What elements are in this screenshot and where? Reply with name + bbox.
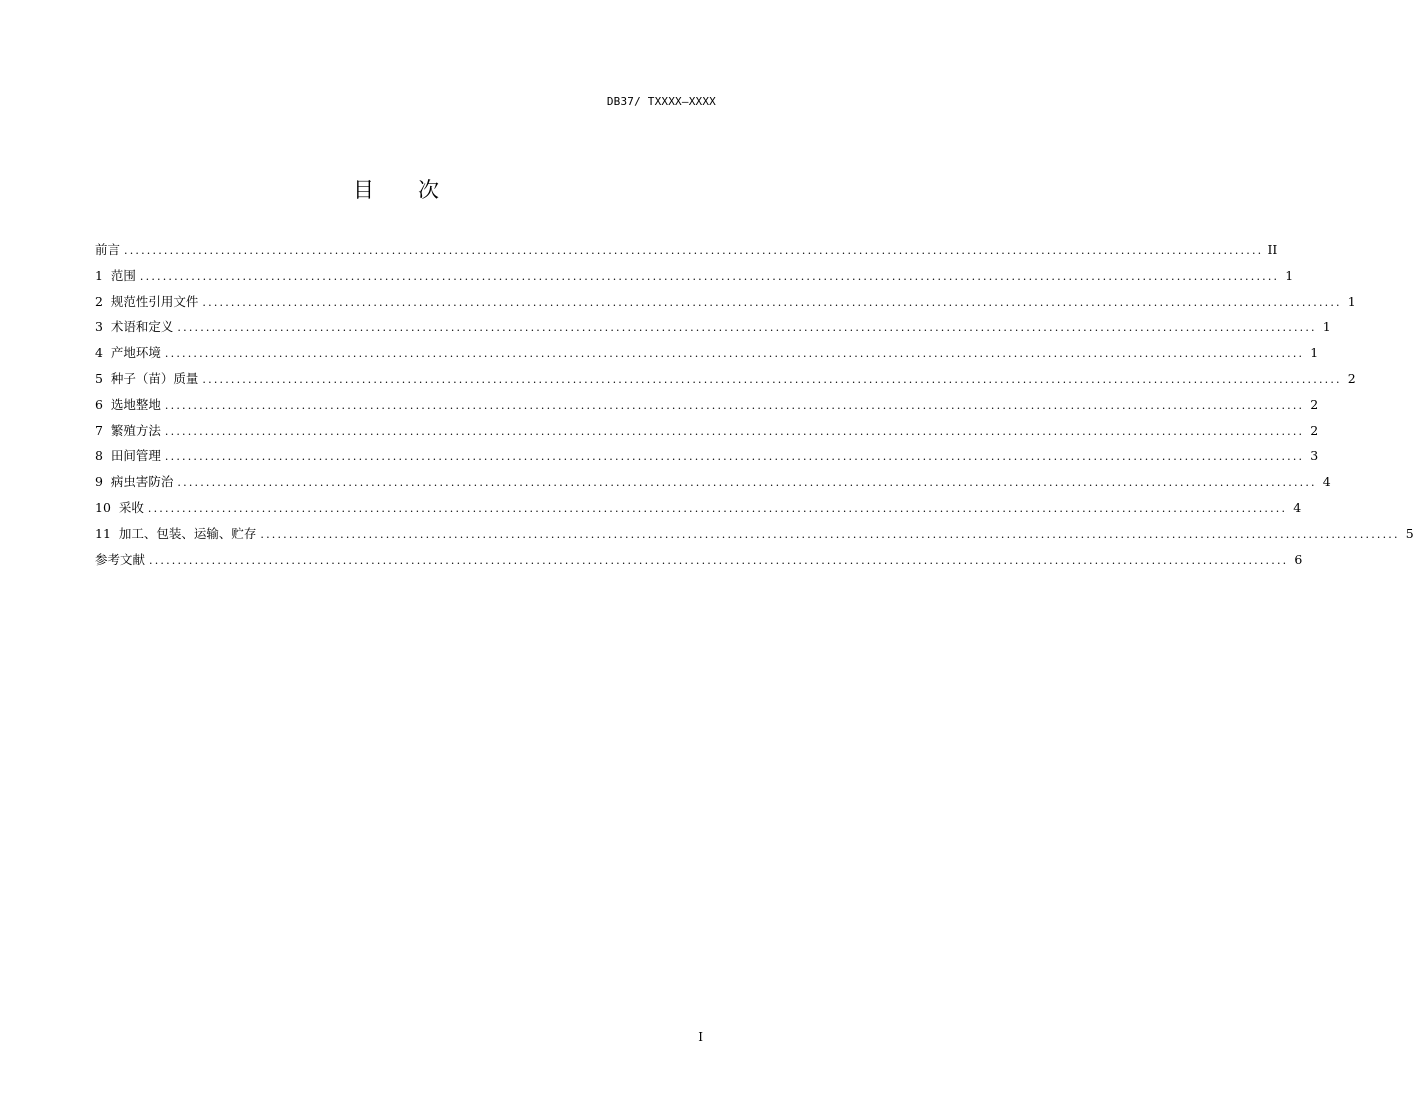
toc-entry-number: 11 [95,525,119,541]
toc-entry-number: 3 [95,319,111,335]
toc-dot-leader: ........................................................................................................................................................................................................ [202,295,1342,309]
toc-entry-label: 范围 [110,267,136,283]
toc-dot-leader: ........................................................................................................................................................................................................ [202,372,1342,386]
toc-entry-page: 2 [1347,370,1356,386]
toc-entry-number: 7 [95,422,111,438]
toc-entry[interactable] [95,498,1302,524]
toc-dot-leader: ........................................................................................................................................................................................................ [177,476,1317,490]
toc-entry-page: 2 [1310,422,1319,438]
toc-entry-label: 繁殖方法 [110,422,161,438]
title-char-2: 次 [418,178,439,202]
toc-dot-leader: ........................................................................................................................................................................................................ [164,398,1305,412]
toc-entry-label: 选地整地 [110,396,161,412]
toc-dot-leader: ........................................................................................................................................................................................................ [149,553,1289,567]
toc-entry[interactable] [95,266,1294,292]
toc-dot-leader: ........................................................................................................................................................................................................ [124,244,1264,257]
toc-entry-page: 1 [1285,267,1294,283]
toc-entry-number: 9 [95,474,111,490]
toc-entry[interactable] [95,550,1303,576]
toc-dot-leader: ........................................................................................................................................................................................................ [164,424,1305,438]
toc-entry-page: 1 [1347,293,1356,309]
toc-entry[interactable] [95,317,1331,343]
toc-entry[interactable] [95,524,1414,550]
toc-entry-label: 产地环境 [110,345,161,361]
toc-entry-number: 1 [95,267,111,283]
toc-entry-number: 10 [95,499,119,515]
toc-entry[interactable] [95,343,1319,369]
toc-entry[interactable] [95,472,1331,498]
toc-entry-page: 6 [1294,551,1303,567]
toc-entry-page: 1 [1310,345,1319,361]
toc-entry-page: 3 [1310,448,1319,464]
toc-entry[interactable] [95,421,1319,447]
toc-entry-page: II [1267,242,1278,257]
toc-entry-page: 4 [1322,474,1331,490]
toc-entry-page: 5 [1405,525,1414,541]
toc-entry-number: 4 [95,345,111,361]
toc-entry-page: 4 [1293,499,1302,515]
toc-dot-leader: ........................................................................................................................................................................................................ [147,501,1288,515]
toc-entry[interactable] [95,292,1356,318]
toc-entry[interactable] [95,369,1356,395]
toc-entry-label: 种子（苗）质量 [110,370,199,386]
toc-dot-leader: ........................................................................................................................................................................................................ [260,527,1400,541]
title-char-1: 目 [353,178,374,202]
toc-entry[interactable] [95,446,1319,472]
toc-entry-number: 2 [95,293,111,309]
toc-dot-leader: ........................................................................................................................................................................................................ [164,347,1305,361]
toc-entry-number: 6 [95,396,111,412]
toc-entry-label: 参考文献 [95,551,146,567]
toc-entry-number: 8 [95,448,111,464]
toc-entry-label: 术语和定义 [110,319,174,335]
document-code: DB37/ TXXXX—XXXX [606,95,716,108]
toc-entry-number: 5 [95,370,111,386]
toc-entry-page: 1 [1322,319,1331,335]
footer-page-number: I [698,1030,703,1044]
toc-dot-leader: ........................................................................................................................................................................................................ [177,321,1317,335]
toc-entry[interactable] [95,240,1278,266]
table-of-contents [95,240,1414,575]
toc-entry-label: 加工、包装、运输、贮存 [118,525,257,541]
toc-dot-leader: ........................................................................................................................................................................................................ [139,269,1280,283]
toc-entry-label: 前言 [95,242,121,257]
toc-entry[interactable] [95,395,1319,421]
toc-entry-label: 病虫害防治 [110,474,174,490]
toc-entry-label: 规范性引用文件 [110,293,199,309]
toc-entry-page: 2 [1310,396,1319,412]
toc-dot-leader: ........................................................................................................................................................................................................ [164,450,1305,464]
toc-entry-label: 采收 [118,499,144,515]
toc-entry-label: 田间管理 [110,448,161,464]
page-title [0,174,792,204]
